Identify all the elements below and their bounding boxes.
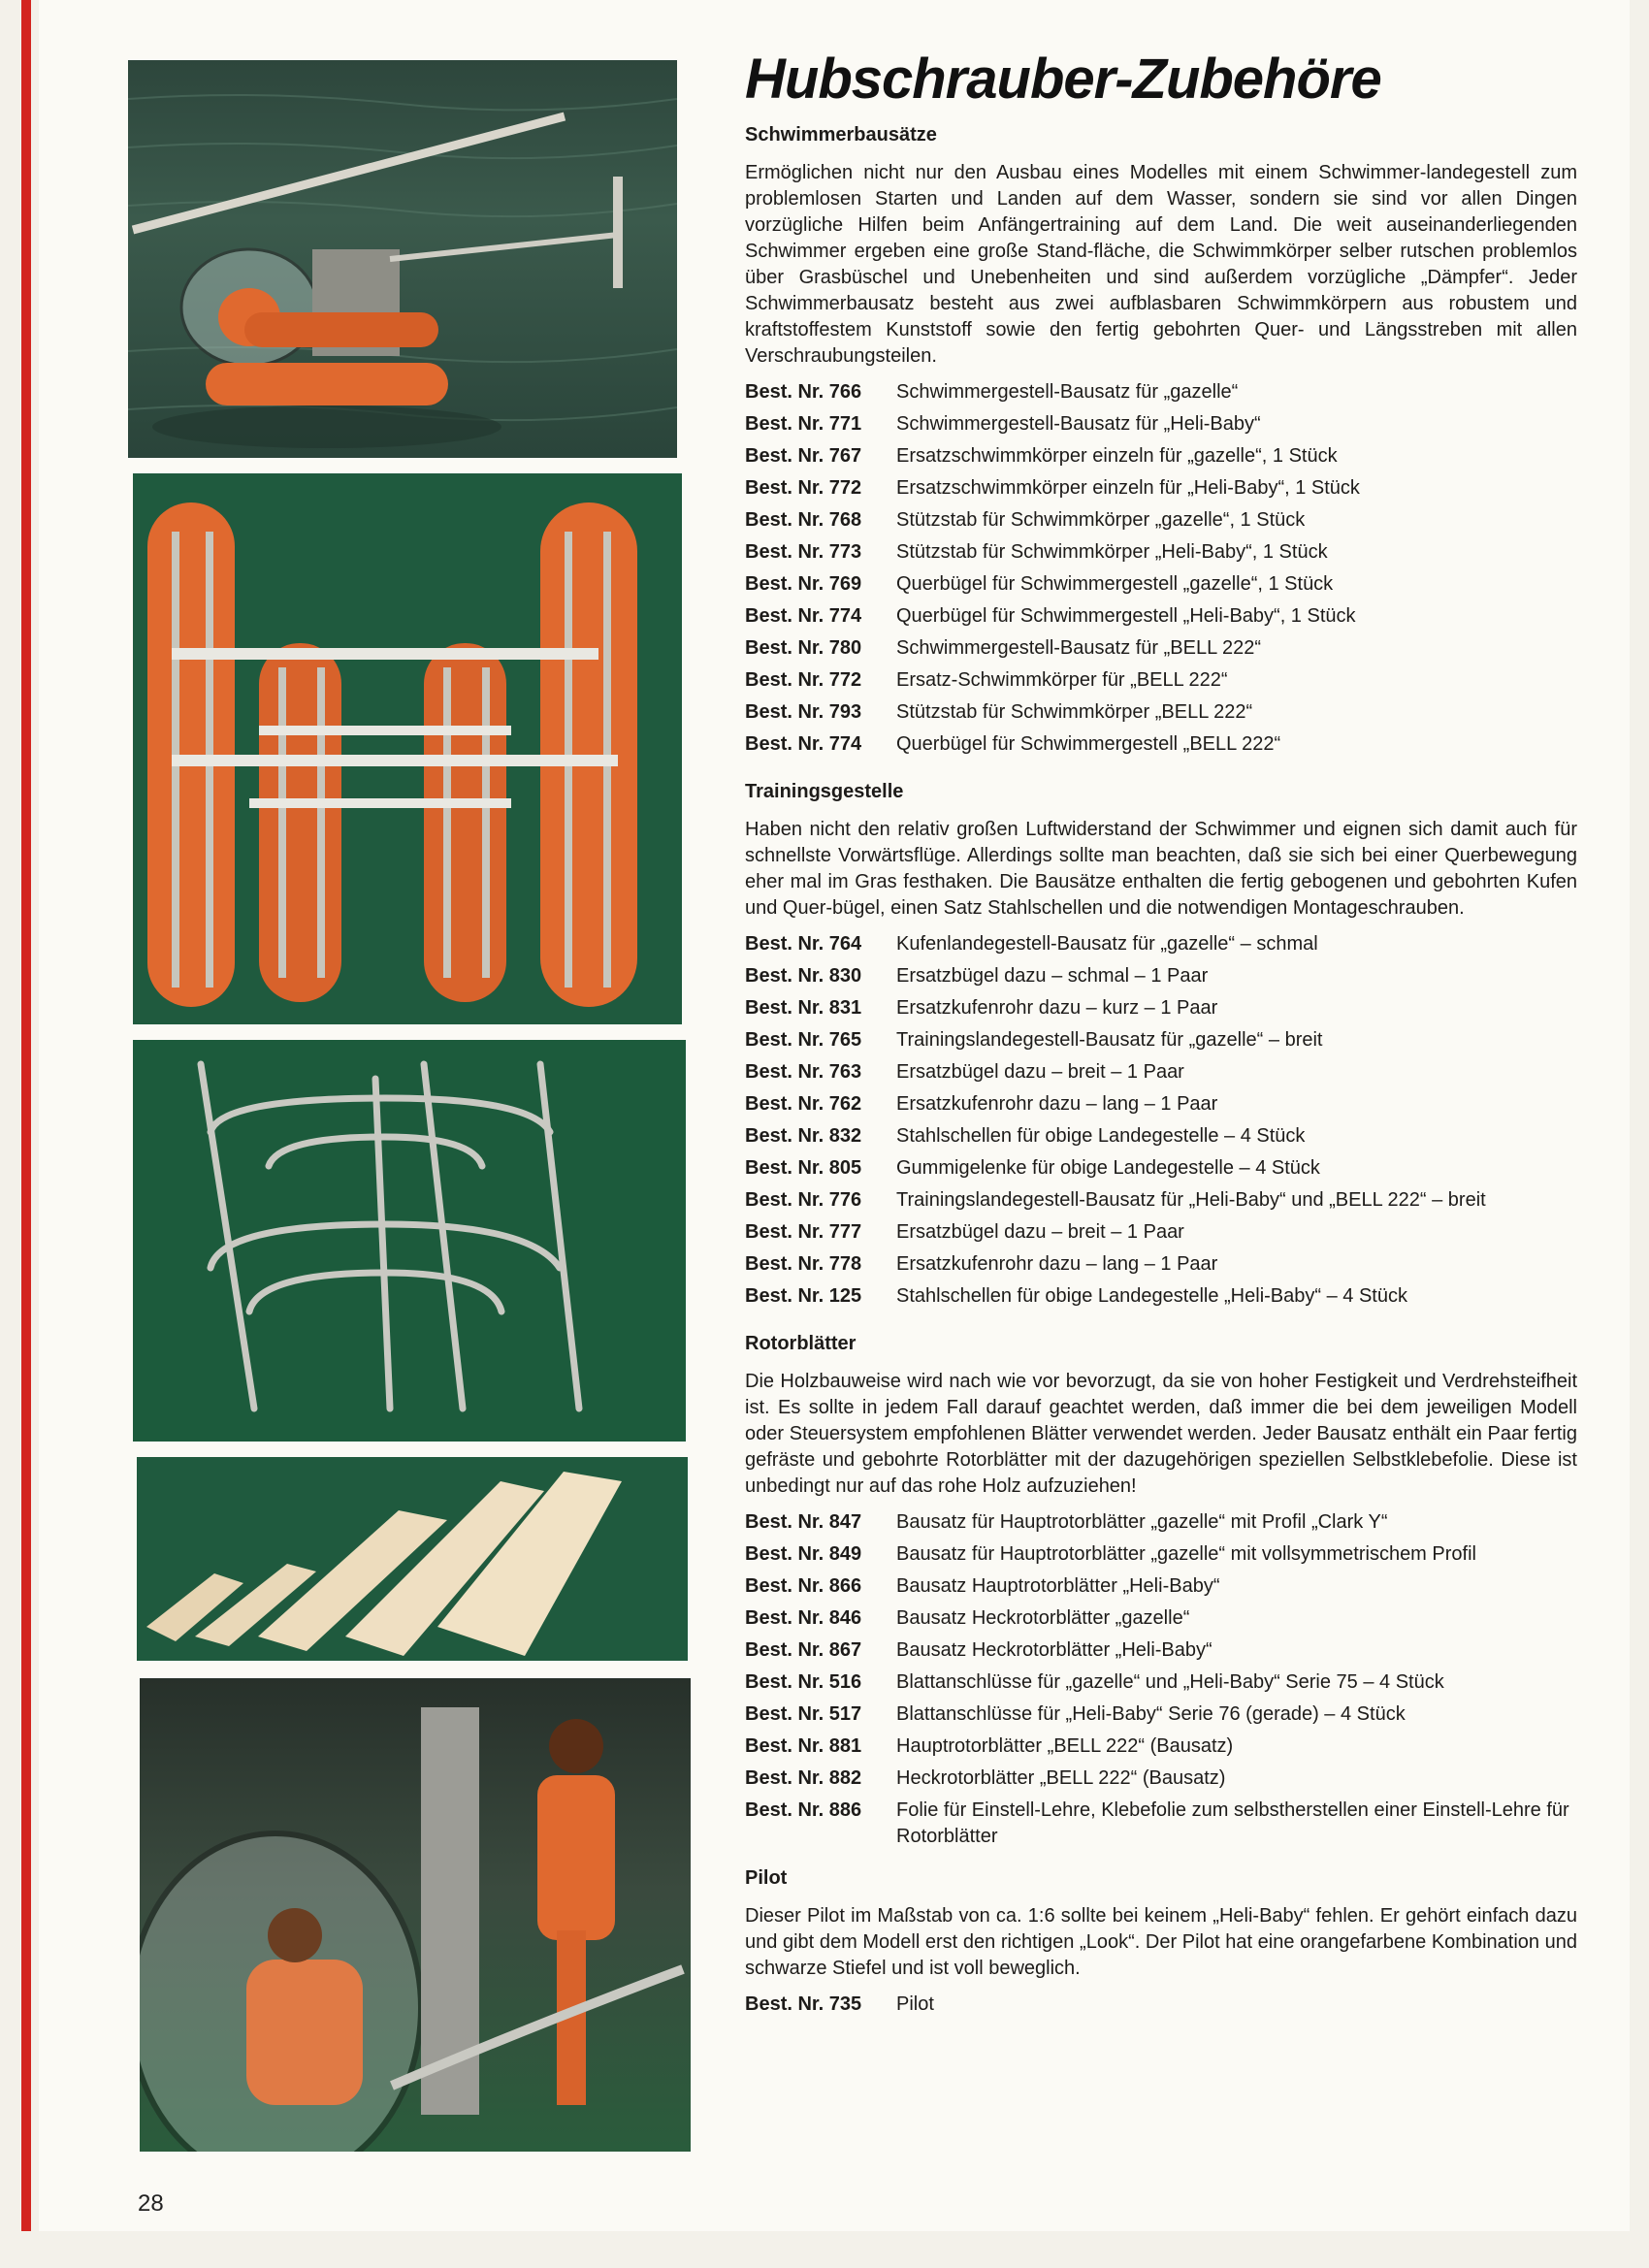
order-row [745,995,1577,1027]
order-row [745,1509,1577,1541]
photo-pilot-figure [140,1678,691,2152]
order-row [745,1992,1577,2024]
order-row [745,1637,1577,1669]
order-row [745,1187,1577,1219]
order-description: Bausatz Heckrotorblätter „gazelle“ [896,1607,1190,1629]
order-description: Gummigelenke für obige Landegestelle – 4 Stück [896,1157,1320,1179]
order-description: Ersatzkufenrohr dazu – lang – 1 Paar [896,1253,1218,1275]
order-row [745,1669,1577,1701]
section-paragraph: Dieser Pilot im Maßstab von ca. 1:6 sollte bei keinem „Heli-Baby“ fehlen. Er gehört einfach dazu und gibt dem Modell erst den richtigen „Look“. Der Pilot hat eine orangefarbene Kombination und schwarze Stiefel und ist voll beweglich. [745,1905,1577,1979]
order-number: Best. Nr. 805 [745,1157,862,1179]
section-heading: Rotorblätter [745,1333,857,1354]
page-title: Hubschrauber-Zubehöre [745,48,1381,111]
order-description: Blattanschlüsse für „gazelle“ und „Heli-Baby“ Serie 75 – 4 Stück [896,1671,1444,1693]
photo-float-kit [133,473,682,1024]
order-description: Ersatzbügel dazu – schmal – 1 Paar [896,965,1209,987]
section-heading: Schwimmerbausätze [745,124,937,146]
order-number: Best. Nr. 771 [745,413,862,435]
order-description: Ersatzbügel dazu – breit – 1 Paar [896,1061,1184,1083]
order-description: Ersatzbügel dazu – breit – 1 Paar [896,1221,1184,1243]
order-row [745,1573,1577,1605]
order-row [745,1091,1577,1123]
order-number: Best. Nr. 831 [745,997,862,1019]
order-description: Stützstab für Schwimmkörper „Heli-Baby“, 1 Stück [896,541,1328,563]
order-list [745,379,1577,763]
order-description: Schwimmergestell-Bausatz für „BELL 222“ [896,637,1262,659]
red-margin-bar [21,0,31,2231]
order-number: Best. Nr. 772 [745,669,862,691]
section-paragraph: Die Holzbauweise wird nach wie vor bevorzugt, da sie von hoher Festigkeit und Verdrehsteifheit ist. Es sollte in jedem Fall darauf geachtet werden, daß immer die bei dem jeweiligen Modell oder Steuersystem empfohlenen Blätter verwendet werden. Jeder Bausatz enthält ein Paar fertig gefräste und gebohrte Rotorblätter mit der dazugehörigen speziellen Selbstklebefolie. Diese ist unbedingt nur auf das rohe Holz aufzuziehen! [745,1371,1577,1497]
order-number: Best. Nr. 886 [745,1799,862,1821]
order-description: Trainingslandegestell-Bausatz für „gazelle“ – breit [896,1029,1323,1051]
order-row [745,1027,1577,1059]
order-number: Best. Nr. 517 [745,1703,862,1725]
order-number: Best. Nr. 847 [745,1511,862,1533]
order-row [745,1605,1577,1637]
order-description: Stahlschellen für obige Landegestelle „Heli-Baby“ – 4 Stück [896,1285,1407,1307]
order-description: Kufenlandegestell-Bausatz für „gazelle“ – schmal [896,933,1318,955]
order-number: Best. Nr. 762 [745,1093,862,1115]
order-number: Best. Nr. 774 [745,733,862,755]
order-number: Best. Nr. 735 [745,1993,862,2015]
order-number: Best. Nr. 763 [745,1061,862,1083]
order-description: Schwimmergestell-Bausatz für „Heli-Baby“ [896,413,1261,435]
order-row [745,963,1577,995]
order-number: Best. Nr. 774 [745,605,862,627]
order-list [745,1509,1577,1850]
order-description: Stahlschellen für obige Landegestelle – 4 Stück [896,1125,1306,1147]
order-row [745,1219,1577,1251]
order-row [745,667,1577,699]
order-description: Ersatzkufenrohr dazu – lang – 1 Paar [896,1093,1218,1115]
order-description: Ersatzkufenrohr dazu – kurz – 1 Paar [896,997,1218,1019]
order-row [745,443,1577,475]
order-description: Bausatz Heckrotorblätter „Heli-Baby“ [896,1639,1212,1661]
order-description: Bausatz für Hauptrotorblätter „gazelle“ mit vollsymmetrischem Profil [896,1543,1476,1565]
order-description: Blattanschlüsse für „Heli-Baby“ Serie 76 (gerade) – 4 Stück [896,1703,1406,1725]
order-number: Best. Nr. 832 [745,1125,862,1147]
order-row [745,1155,1577,1187]
section-rotor [745,1331,1577,1850]
order-description: Querbügel für Schwimmergestell „BELL 222“ [896,733,1281,755]
order-description: Hauptrotorblätter „BELL 222“ (Bausatz) [896,1735,1234,1757]
order-row [745,411,1577,443]
order-description: Ersatz-Schwimmkörper für „BELL 222“ [896,669,1228,691]
order-number: Best. Nr. 830 [745,965,862,987]
section-pilot [745,1865,1577,2024]
order-description: Stützstab für Schwimmkörper „gazelle“, 1 Stück [896,509,1306,531]
order-number: Best. Nr. 793 [745,701,862,723]
order-row [745,1123,1577,1155]
order-description: Stützstab für Schwimmkörper „BELL 222“ [896,701,1253,723]
page-number: 28 [138,2190,164,2217]
order-number: Best. Nr. 849 [745,1543,862,1565]
content-column [745,122,1577,2039]
order-list [745,931,1577,1315]
order-description: Bausatz Hauptrotorblätter „Heli-Baby“ [896,1575,1220,1597]
order-row [745,1059,1577,1091]
order-description: Trainingslandegestell-Bausatz für „Heli-Baby“ und „BELL 222“ – breit [896,1189,1486,1211]
order-number: Best. Nr. 866 [745,1575,862,1597]
order-row [745,1733,1577,1766]
order-number: Best. Nr. 125 [745,1285,862,1307]
section-paragraph: Ermöglichen nicht nur den Ausbau eines Modelles mit einem Schwimmer-landegestell zum problemlosen Starten und Landen auf dem Wasser, sondern sie sind vor allen Dingen vorzügliche Hilfen beim Anfängertraining auf dem Land. Die weit auseinanderliegenden Schwimmer ergeben eine große Stand-fläche, die Schwimmkörper selber rutschen problemlos über Grasbüschel und Unebenheiten und sind außerdem vorzügliche „Dämpfer“. Jeder Schwimmerbausatz besteht aus zwei aufblasbaren Schwimmkörpern aus robustem und kraftstoffestem Kunststoff sowie den fertig gebohrten Quer- und Längsstreben mit allen Verschraubungsteilen. [745,162,1577,367]
order-number: Best. Nr. 765 [745,1029,862,1051]
order-row [745,1766,1577,1798]
order-row [745,1541,1577,1573]
order-row [745,1798,1577,1850]
order-row [745,507,1577,539]
order-row [745,699,1577,731]
section-paragraph: Haben nicht den relativ großen Luftwiderstand der Schwimmer und eignen sich damit auch für schnellste Vorwärtsflüge. Allerdings sollte man beachten, daß sie sich bei einer Querbewegung eher mal im Gras festhaken. Die Bausätze enthalten die fertig gebogenen und gebohrten Kufen und Quer-bügel, einen Satz Stahlschellen und die notwendigen Montageschrauben. [745,819,1577,919]
order-number: Best. Nr. 846 [745,1607,862,1629]
photo-helicopter-on-floats [128,60,677,458]
order-row [745,1283,1577,1315]
order-number: Best. Nr. 769 [745,573,862,595]
order-number: Best. Nr. 778 [745,1253,862,1275]
order-list [745,1992,1577,2024]
order-number: Best. Nr. 516 [745,1671,862,1693]
order-number: Best. Nr. 767 [745,445,862,467]
order-row [745,475,1577,507]
section-heading: Trainingsgestelle [745,781,904,802]
order-row [745,571,1577,603]
order-row [745,635,1577,667]
order-number: Best. Nr. 773 [745,541,862,563]
order-description: Querbügel für Schwimmergestell „gazelle“, 1 Stück [896,573,1334,595]
order-row [745,1251,1577,1283]
section-training [745,779,1577,1315]
order-number: Best. Nr. 882 [745,1767,862,1789]
order-description: Querbügel für Schwimmergestell „Heli-Baby“, 1 Stück [896,605,1356,627]
order-number: Best. Nr. 881 [745,1735,862,1757]
order-number: Best. Nr. 780 [745,637,862,659]
photo-rotor-blades [137,1457,688,1661]
order-description: Folie für Einstell-Lehre, Klebefolie zum selbstherstellen einer Einstell-Lehre für Rotorblätter [896,1799,1569,1847]
order-description: Bausatz für Hauptrotorblätter „gazelle“ mit Profil „Clark Y“ [896,1511,1388,1533]
order-number: Best. Nr. 764 [745,933,862,955]
section-heading: Pilot [745,1867,788,1889]
order-number: Best. Nr. 776 [745,1189,862,1211]
order-row [745,731,1577,763]
order-row [745,931,1577,963]
order-number: Best. Nr. 768 [745,509,862,531]
order-row [745,379,1577,411]
order-row [745,1701,1577,1733]
order-number: Best. Nr. 766 [745,381,862,403]
order-number: Best. Nr. 772 [745,477,862,499]
order-description: Heckrotorblätter „BELL 222“ (Bausatz) [896,1767,1226,1789]
photo-training-gear [133,1040,686,1442]
section-schwimmer [745,122,1577,763]
order-description: Pilot [896,1993,934,2015]
order-description: Ersatzschwimmkörper einzeln für „Heli-Baby“, 1 Stück [896,477,1360,499]
order-row [745,603,1577,635]
order-description: Ersatzschwimmkörper einzeln für „gazelle“, 1 Stück [896,445,1338,467]
order-number: Best. Nr. 777 [745,1221,862,1243]
order-number: Best. Nr. 867 [745,1639,862,1661]
order-description: Schwimmergestell-Bausatz für „gazelle“ [896,381,1239,403]
order-row [745,539,1577,571]
